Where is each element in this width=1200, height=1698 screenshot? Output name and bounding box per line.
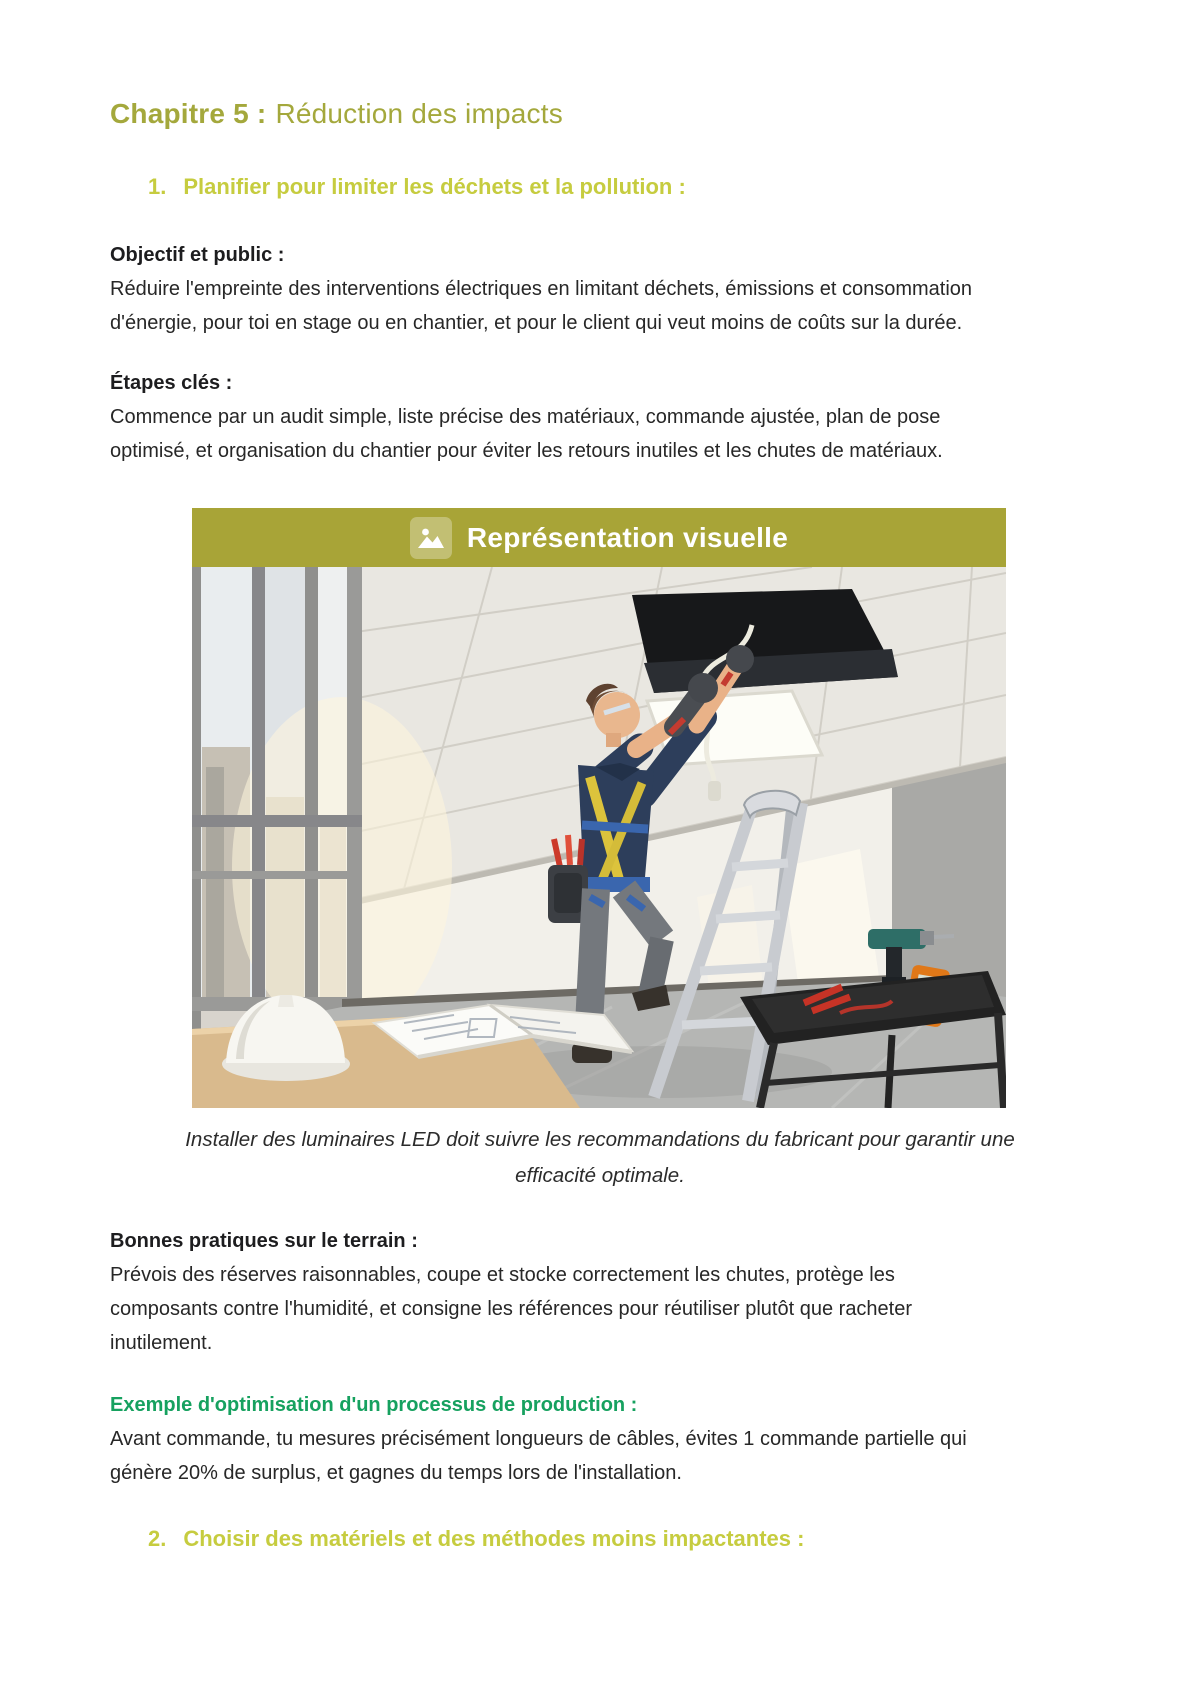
figure-block [185,508,1015,1194]
bonnes-label: Bonnes pratiques sur le terrain : [110,1230,418,1252]
objectif-label: Objectif et public : [110,244,285,266]
chapter-title: Réduction des impacts [275,98,563,129]
section-2-heading [110,1524,1090,1554]
chapter-label: Chapitre 5 : [110,98,267,129]
exemple-label: Exemple d'optimisation d'un processus de production : [110,1394,638,1416]
figure-banner-label: Représentation visuelle [466,521,789,553]
image-icon [410,517,452,559]
section-1-heading [110,172,1090,202]
section-1-number: 1. [148,174,167,199]
objectif-body: Réduire l'empreinte des interventions électriques en limitant déchets, émissions et consommation d'énergie, pour toi en stage ou en chantier, et pour le client qui veut moins de coûts sur la durée. [110,278,973,334]
figure-banner [192,508,1006,567]
etapes-label: Étapes clés : [110,372,233,394]
etapes-body: Commence par un audit simple, liste précise des matériaux, commande ajustée, plan de pose optimisé, et organisation du chantier pour éviter les retours inutiles et les chutes de matériaux. [110,406,943,462]
drill [868,929,926,949]
figure-caption: Installer des luminaires LED doit suivre les recommandations du fabricant pour garantir une efficacité optimale. [185,1128,1015,1187]
section-2-title: Choisir des matériels et des méthodes moins impactantes : [183,1526,805,1551]
chapter-heading [110,96,1090,132]
exemple-body: Avant commande, tu mesures précisément longueurs de câbles, évites 1 commande partielle qui génère 20% de surplus, et gagnes du temps lors de l'installation. [110,1428,967,1484]
section-2-number: 2. [148,1526,167,1551]
section-1-title: Planifier pour limiter les déchets et la pollution : [183,174,686,199]
bonnes-body: Prévois des réserves raisonnables, coupe et stocke correctement les chutes, protège les composants contre l'humidité, et consigne les références pour réutiliser plutôt que racheter inutilement. [110,1264,913,1354]
figure-photo [192,567,1006,1108]
